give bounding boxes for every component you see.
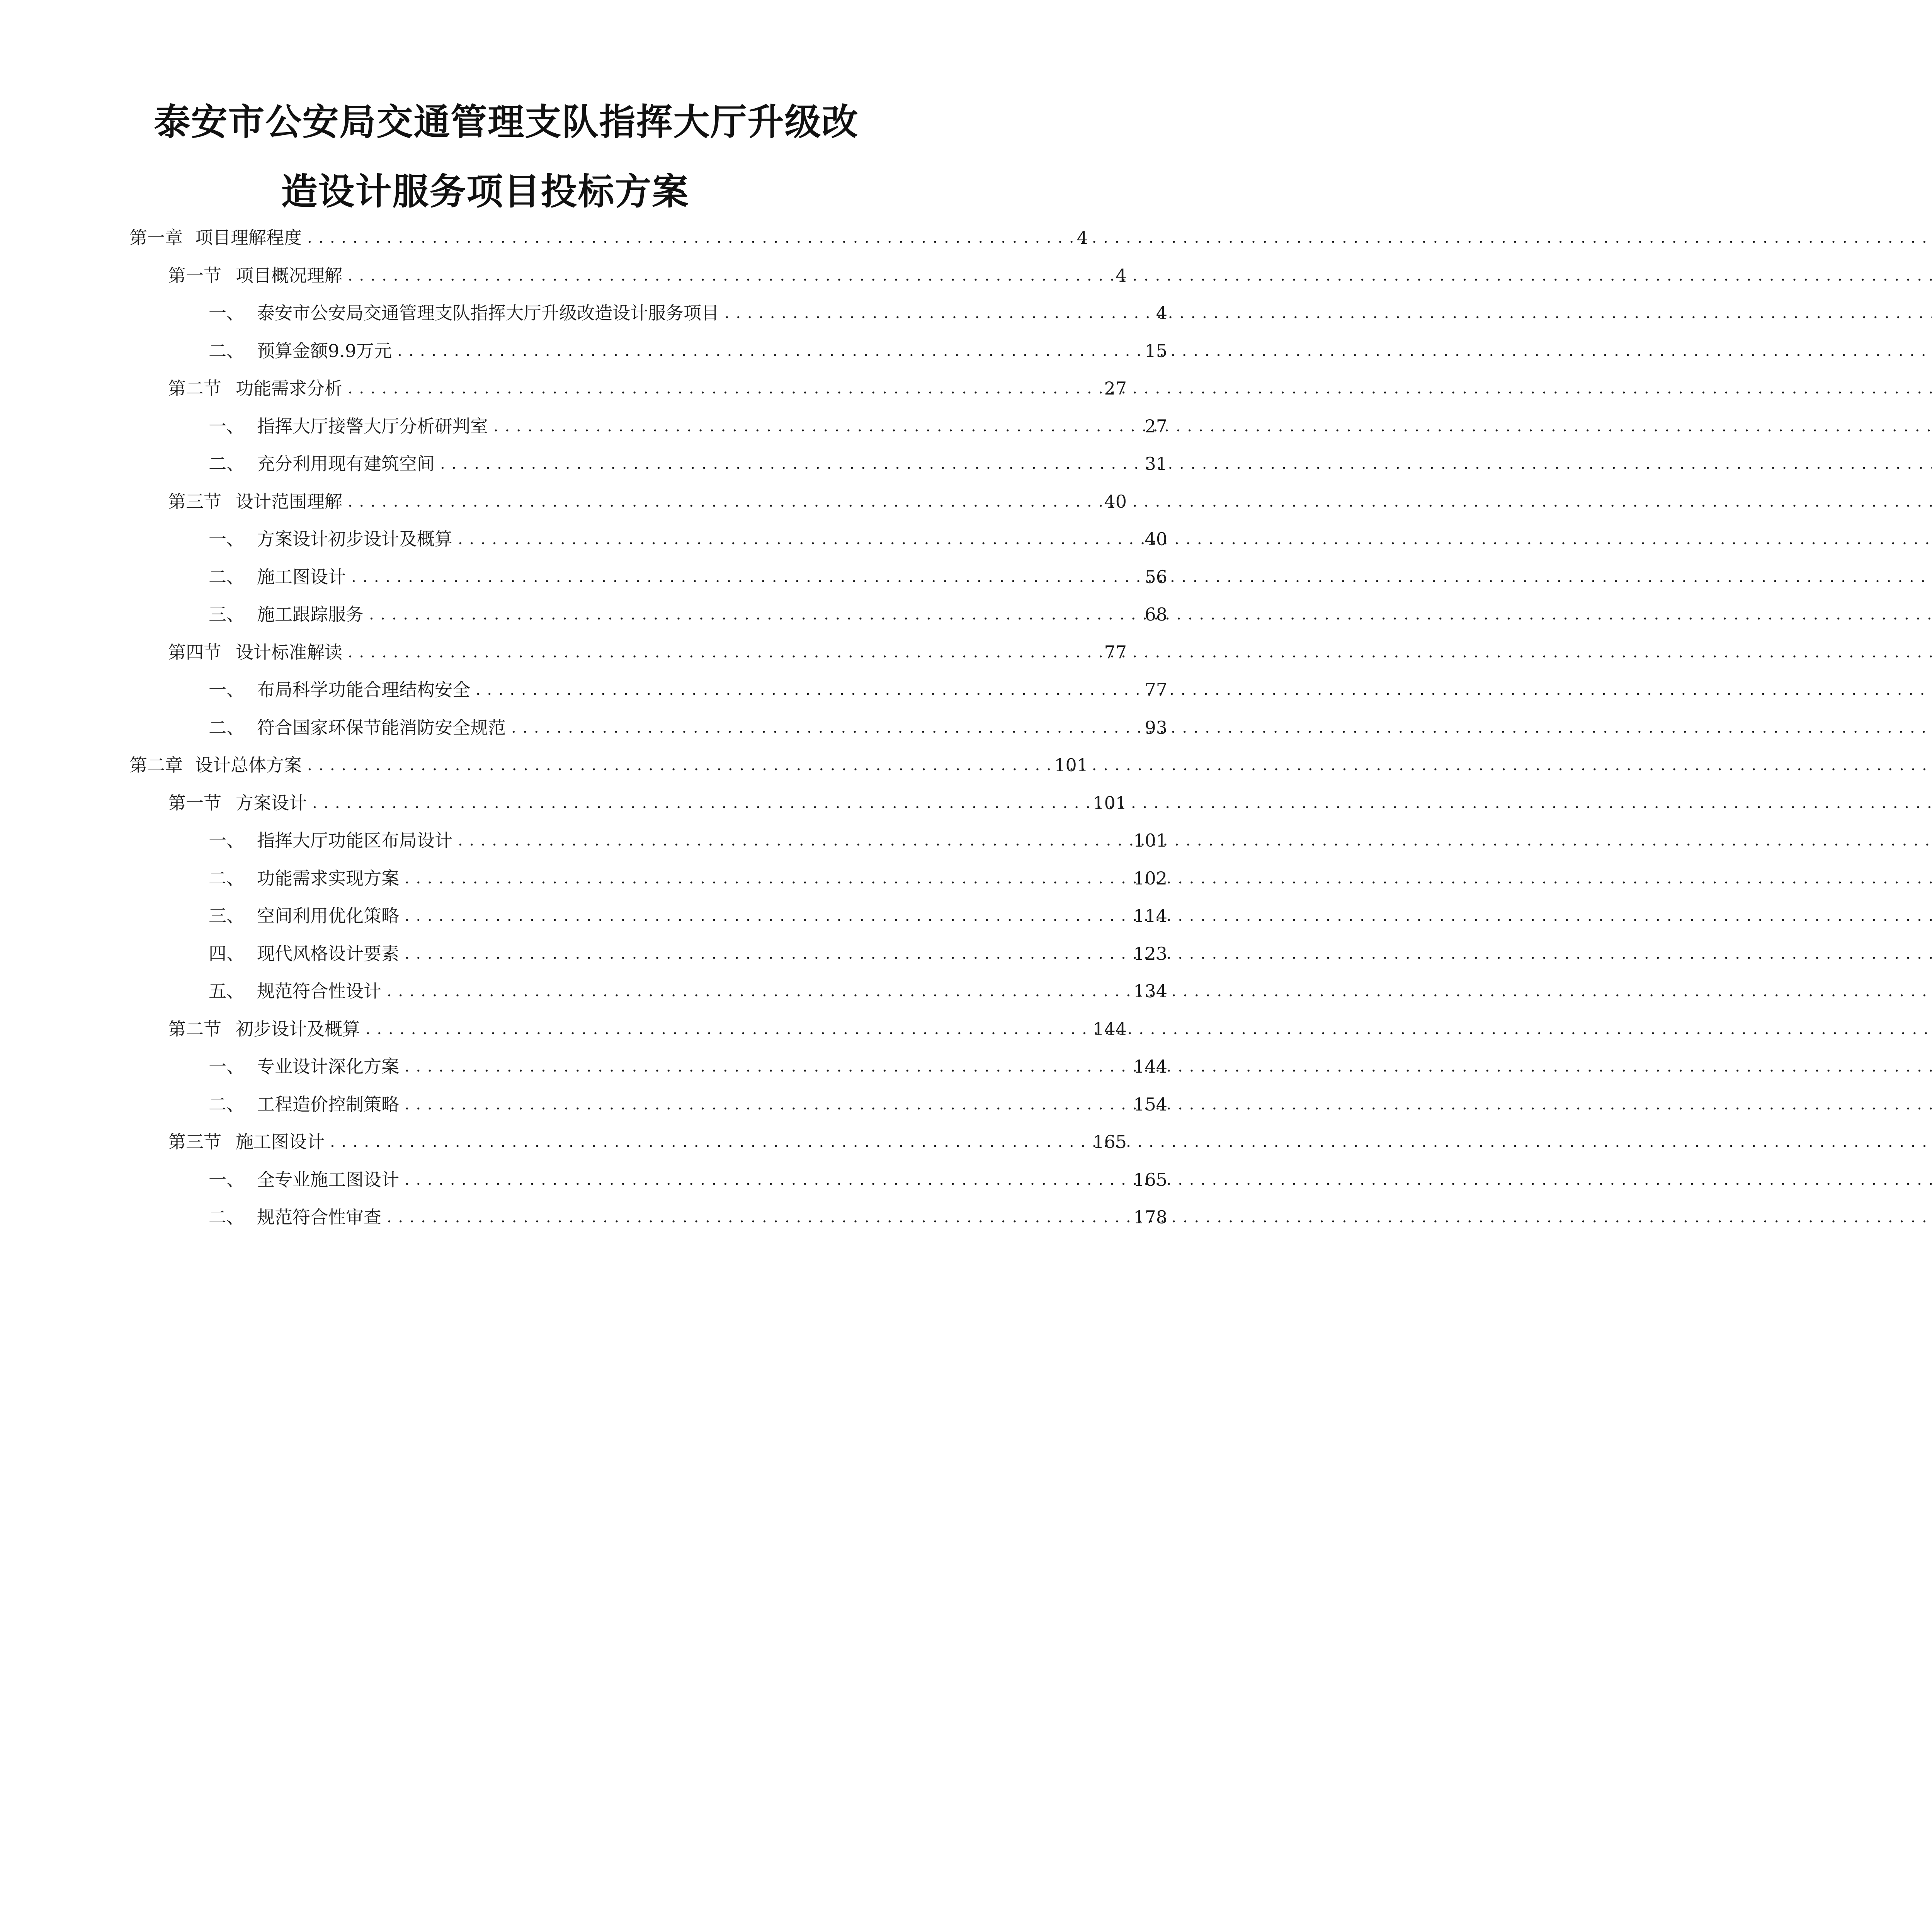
toc-entry-title: 功能需求分析 [236, 378, 342, 399]
toc-entry-title: 初步设计及概算 [236, 1019, 360, 1039]
toc-entry[interactable] [209, 978, 1167, 1005]
toc-entry-title: 设计标准解读 [236, 642, 342, 663]
toc-entry-number: 第二节 [168, 378, 221, 399]
toc-entry-title: 设计范围理解 [236, 491, 342, 512]
toc-entry-page-number: 40 [1145, 529, 1167, 549]
toc-entry-number: 一、 [209, 416, 244, 437]
document-page [0, 0, 1167, 1355]
toc-entry-number: 四、 [209, 943, 244, 964]
toc-entry-page-number: 101 [1054, 755, 1088, 776]
toc-entry[interactable] [168, 1015, 1127, 1043]
toc-entry-number: 一、 [209, 1169, 244, 1190]
toc-entry[interactable] [209, 413, 1167, 440]
toc-entry[interactable] [129, 224, 1088, 251]
toc-entry-page-number: 102 [1133, 868, 1167, 889]
toc-entry-title: 项目概况理解 [236, 265, 342, 286]
toc-entry[interactable] [168, 1128, 1127, 1155]
toc-entry[interactable] [168, 262, 1127, 289]
toc-entry-number: 二、 [209, 566, 244, 587]
toc-entry-number: 三、 [209, 604, 244, 625]
toc-entry-page-number: 144 [1093, 1019, 1127, 1039]
toc-entry-page-number: 93 [1145, 717, 1167, 738]
toc-entry[interactable] [209, 1166, 1167, 1193]
toc-entry-title: 规范符合性设计 [257, 981, 381, 1002]
toc-entry-title: 方案设计 [236, 793, 307, 813]
toc-entry-title: 预算金额9.9万元 [257, 340, 392, 361]
toc-entry-number: 第一章 [129, 227, 183, 248]
toc-entry-title: 泰安市公安局交通管理支队指挥大厅升级改造设计服务项目 [257, 303, 719, 323]
document-title-line-1: 泰安市公安局交通管理支队指挥大厅升级改 [154, 101, 859, 143]
toc-entry[interactable] [168, 639, 1127, 666]
toc-entry[interactable] [209, 902, 1167, 929]
toc-entry-number: 第一节 [168, 265, 221, 286]
toc-entry-number: 二、 [209, 868, 244, 889]
toc-entry-title: 符合国家环保节能消防安全规范 [257, 717, 506, 738]
toc-entry-page-number: 101 [1093, 793, 1127, 813]
toc-entry-page-number: 101 [1133, 830, 1167, 851]
toc-entry-title: 方案设计初步设计及概算 [257, 529, 452, 549]
toc-entry-page-number: 4 [1156, 303, 1167, 323]
toc-entry-number: 第三节 [168, 491, 221, 512]
toc-entry[interactable] [168, 375, 1127, 402]
toc-entry-title: 工程造价控制策略 [257, 1094, 399, 1115]
toc-entry-number: 一、 [209, 679, 244, 700]
toc-entry-title: 施工图设计 [257, 566, 346, 587]
toc-entry[interactable] [209, 526, 1167, 553]
toc-entry-title: 专业设计深化方案 [257, 1056, 399, 1077]
toc-entry-number: 一、 [209, 830, 244, 851]
toc-entry[interactable] [209, 601, 1167, 628]
toc-entry-page-number: 4 [1115, 265, 1127, 286]
toc-entry-page-number: 165 [1133, 1169, 1167, 1190]
toc-entry-title: 空间利用优化策略 [257, 905, 399, 926]
toc-entry[interactable] [209, 676, 1167, 703]
toc-entry[interactable] [209, 299, 1167, 327]
toc-entry-page-number: 144 [1133, 1056, 1167, 1077]
toc-entry-page-number: 134 [1133, 981, 1167, 1002]
toc-entry-number: 二、 [209, 453, 244, 474]
toc-entry[interactable] [209, 1053, 1167, 1080]
toc-entry-title: 布局科学功能合理结构安全 [257, 679, 470, 700]
toc-entry[interactable] [209, 1091, 1167, 1118]
toc-entry-page-number: 77 [1145, 679, 1167, 700]
toc-entry-title: 充分利用现有建筑空间 [257, 453, 435, 474]
toc-entry-page-number: 27 [1104, 378, 1127, 399]
toc-entry-page-number: 154 [1133, 1094, 1167, 1115]
toc-entry[interactable] [168, 789, 1127, 816]
toc-entry-title: 设计总体方案 [195, 755, 302, 776]
toc-entry-page-number: 77 [1104, 642, 1127, 663]
toc-entry-number: 第四节 [168, 642, 221, 663]
toc-entry-title: 施工图设计 [236, 1131, 325, 1152]
toc-entry-page-number: 178 [1133, 1207, 1167, 1228]
toc-entry-title: 指挥大厅接警大厅分析研判室 [257, 416, 488, 437]
toc-entry-number: 三、 [209, 905, 244, 926]
toc-entry-number: 二、 [209, 340, 244, 361]
document-title-line-2: 造设计服务项目投标方案 [281, 171, 689, 213]
toc-entry-page-number: 4 [1077, 227, 1088, 248]
toc-entry[interactable] [209, 337, 1167, 364]
toc-entry-number: 一、 [209, 529, 244, 549]
toc-entry[interactable] [129, 752, 1088, 779]
toc-entry[interactable] [209, 865, 1167, 892]
toc-entry-page-number: 123 [1133, 943, 1167, 964]
toc-entry-number: 二、 [209, 717, 244, 738]
toc-entry-title: 规范符合性审查 [257, 1207, 381, 1228]
toc-entry-number: 第二章 [129, 755, 183, 776]
toc-entry-number: 第二节 [168, 1019, 221, 1039]
toc-entry-page-number: 27 [1145, 416, 1167, 437]
toc-entry[interactable] [209, 827, 1167, 854]
toc-entry[interactable] [168, 488, 1127, 515]
toc-entry-title: 全专业施工图设计 [257, 1169, 399, 1190]
toc-entry[interactable] [209, 714, 1167, 741]
toc-entry-page-number: 40 [1104, 491, 1127, 512]
toc-entry-page-number: 68 [1145, 604, 1167, 625]
toc-entry-number: 一、 [209, 1056, 244, 1077]
toc-entry-page-number: 114 [1133, 905, 1167, 926]
toc-entry-title: 功能需求实现方案 [257, 868, 399, 889]
toc-entry-page-number: 56 [1145, 566, 1167, 587]
toc-entry-page-number: 31 [1145, 453, 1167, 474]
toc-entry-number: 五、 [209, 981, 244, 1002]
toc-entry-number: 一、 [209, 303, 244, 323]
toc-entry-page-number: 165 [1093, 1131, 1127, 1152]
toc-entry-title: 项目理解程度 [195, 227, 302, 248]
toc-entry-title: 指挥大厅功能区布局设计 [257, 830, 452, 851]
toc-entry-page-number: 15 [1145, 340, 1167, 361]
toc-entry-number: 第三节 [168, 1131, 221, 1152]
toc-entry[interactable] [209, 563, 1167, 590]
toc-entry[interactable] [209, 1204, 1167, 1231]
toc-entry-number: 二、 [209, 1207, 244, 1228]
toc-entry-number: 第一节 [168, 793, 221, 813]
toc-entry-number: 二、 [209, 1094, 244, 1115]
toc-entry[interactable] [209, 450, 1167, 477]
toc-entry-title: 施工跟踪服务 [257, 604, 364, 625]
toc-entry[interactable] [209, 940, 1167, 967]
toc-entry-title: 现代风格设计要素 [257, 943, 399, 964]
